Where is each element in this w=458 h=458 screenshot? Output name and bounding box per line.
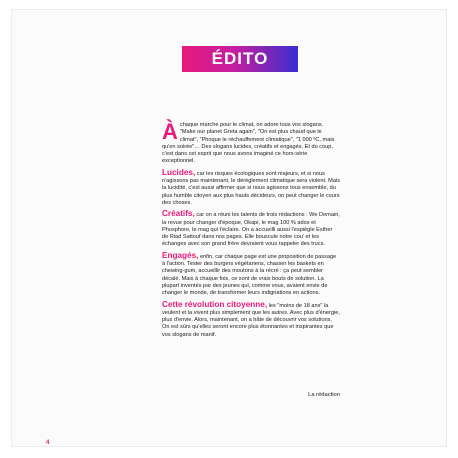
- paragraph-text: les "moins de 18 ans" la veulent et la vivent plus simplement que les autres. Avec plus d'énergie, plus d'envie. Alors, maintenant, on a hâte de découvrir vos solutions. On est sûrs qu'elles seront encore plus étonnantes et inspirantes que vos slogans de manif.: [162, 302, 340, 338]
- editorial-column: [162, 119, 340, 342]
- paragraph-lucides: [162, 169, 340, 207]
- page-title: ÉDITO: [211, 49, 269, 68]
- paragraph-text: enfin, car chaque page est une proposition de passage à l'action. Tester des burgers végétariens, chasser les baskets en chewing-gum, accueillir des moutons à la récré : ça peut sembler décalé. Mais à chaque fois, ce sont de vrais bouts de solution. La plupart inventés par des jeunes qui, comme vous, avaient envie de changer le monde, de transformer leurs indignations en actions.: [162, 253, 337, 297]
- paragraph-lead: Lucides,: [162, 167, 196, 177]
- paragraph-lead: Engagés,: [162, 250, 199, 260]
- edito-banner: [182, 46, 298, 72]
- paragraph-revolution: [162, 301, 340, 339]
- signature: La rédaction: [308, 392, 340, 398]
- drop-cap: À: [162, 119, 178, 144]
- paragraph-text: chaque marche pour le climat, on adore tous vos slogans. "Make our planet Greta again", "On est plus chaud que le climat", "Phoque le réchauffement climatique", "1 000 ºC, mais qu'en soirée"… Des slogans lucides, créatifs et engagés. Et du coup, c'est dans cet esprit que nous avons imaginé ce hors-série exceptionnel.: [162, 122, 335, 165]
- paragraph-text: car on a réuni les talents de trois rédactions : We Demain, la revue pour changer d'époque, Okapi, le mag 100 % ados et Phosphore, le mag qui t'éclaire. On a accueilli aussi l'espiègle Esther de Riad Sattouf dans nos pages. Elle bouscule notre cou' et les échanges avec son grand frère devraient vous rappeler des trucs.: [162, 212, 340, 248]
- page-number: 4: [46, 440, 50, 446]
- paragraph-intro: [162, 119, 340, 166]
- magazine-page: [12, 10, 446, 446]
- paragraph-creatifs: [162, 210, 340, 248]
- paragraph-engages: [162, 252, 340, 298]
- paragraph-lead: Créatifs,: [162, 209, 195, 219]
- paragraph-text: car les risques écologiques sont majeurs, et si nous n'agissons pas maintenant, le dérèglement climatique sera violent. Mais la lucidité, c'est aussi affirmer que si nous agissons tous ensemble, du plus humble citoyen aux plus hauts décideurs, on peut changer le cours des choses.: [162, 170, 340, 206]
- paragraph-lead: Cette révolution citoyenne,: [162, 299, 268, 309]
